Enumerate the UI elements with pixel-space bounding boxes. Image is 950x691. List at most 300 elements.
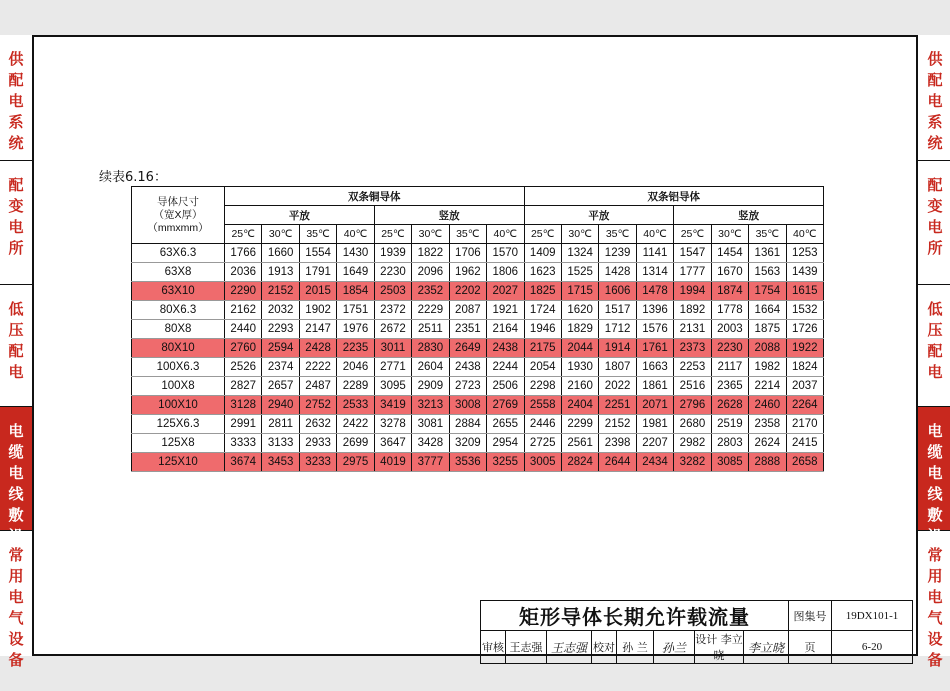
checker-name: 孙 兰 [617,631,654,664]
value-cell: 1930 [561,358,598,377]
value-cell: 1982 [749,358,786,377]
value-cell: 1822 [412,244,449,263]
value-cell: 1576 [636,320,673,339]
value-cell: 1981 [636,415,673,434]
value-cell: 3085 [711,453,748,472]
value-cell: 2440 [225,320,262,339]
value-cell: 1664 [749,301,786,320]
value-cell: 1532 [786,301,823,320]
value-cell: 2888 [749,453,786,472]
value-cell: 2428 [299,339,336,358]
value-cell: 2152 [599,415,636,434]
value-cell: 1976 [337,320,374,339]
value-cell: 1874 [711,282,748,301]
value-cell: 2796 [674,396,711,415]
table-row [132,282,824,301]
value-cell: 1825 [524,282,561,301]
sidebar-char: 备 [927,651,943,669]
copper-flat-header: 平放 [225,206,375,225]
value-cell: 2655 [487,415,524,434]
value-cell: 1791 [299,263,336,282]
sidebar-char: 线 [927,485,943,503]
value-cell: 2632 [299,415,336,434]
sidebar-char: 配 [927,176,943,194]
size-cell: 100X6.3 [132,358,225,377]
value-cell: 2658 [786,453,823,472]
check-label: 校对 [592,631,617,664]
value-cell: 2087 [449,301,486,320]
value-cell: 2071 [636,396,673,415]
sidebar-char: 线 [8,485,24,503]
sidebar-char: 电 [8,218,24,236]
value-cell: 2760 [225,339,262,358]
value-cell: 1525 [561,263,598,282]
table-caption: 续表6.16： [99,170,167,185]
value-cell: 2251 [599,396,636,415]
value-cell: 2657 [262,377,299,396]
value-cell: 1807 [599,358,636,377]
value-cell: 1922 [786,339,823,358]
value-cell: 3081 [412,415,449,434]
value-cell: 2830 [412,339,449,358]
size-cell: 80X10 [132,339,225,358]
value-cell: 1946 [524,320,561,339]
value-cell: 1914 [599,339,636,358]
value-cell: 2170 [786,415,823,434]
value-cell: 2503 [374,282,411,301]
sidebar-char: 统 [927,134,943,152]
value-cell: 2298 [524,377,561,396]
temperature-header: 35℃ [599,225,636,244]
value-cell: 2244 [487,358,524,377]
value-cell: 2516 [674,377,711,396]
value-cell: 3005 [524,453,561,472]
value-cell: 2975 [337,453,374,472]
size-cell: 100X8 [132,377,225,396]
value-cell: 2230 [374,263,411,282]
value-cell: 1806 [487,263,524,282]
value-cell: 2088 [749,339,786,358]
sidebar-char: 变 [8,197,24,215]
sidebar-char: 配 [927,342,943,360]
value-cell: 1663 [636,358,673,377]
table-row [132,453,824,472]
sidebar-char: 电 [8,422,24,440]
sidebar-char: 配 [8,176,24,194]
table-row [132,339,824,358]
temperature-header: 25℃ [374,225,411,244]
value-cell: 2884 [449,415,486,434]
value-cell: 1715 [561,282,598,301]
value-cell: 2352 [412,282,449,301]
value-cell: 2374 [262,358,299,377]
page-label: 页 [789,631,832,664]
checker-signature: 孙兰 [654,631,695,664]
value-cell: 2680 [674,415,711,434]
value-cell: 1902 [299,301,336,320]
value-cell: 2152 [262,282,299,301]
value-cell: 2003 [711,320,748,339]
table-row [132,320,824,339]
size-header [132,187,225,244]
sidebar-section-1[interactable] [0,161,32,285]
value-cell: 2264 [786,396,823,415]
value-cell: 2175 [524,339,561,358]
value-cell: 1726 [786,320,823,339]
value-cell: 2222 [299,358,336,377]
sidebar-char: 配 [8,342,24,360]
value-cell: 3011 [374,339,411,358]
value-cell: 2054 [524,358,561,377]
sidebar-char: 压 [8,321,24,339]
temperature-header: 35℃ [299,225,336,244]
sidebar-char: 电 [8,92,24,110]
table-row [132,263,824,282]
size-header-line1: 导体尺寸 [157,195,199,208]
value-cell: 2162 [225,301,262,320]
value-cell: 1314 [636,263,673,282]
value-cell: 2769 [487,396,524,415]
sidebar-char: 配 [927,71,943,89]
value-cell: 2117 [711,358,748,377]
value-cell: 2164 [487,320,524,339]
value-cell: 2434 [636,453,673,472]
value-cell: 1766 [225,244,262,263]
value-cell: 2290 [225,282,262,301]
page-number: 6-20 [832,631,913,664]
value-cell: 2644 [599,453,636,472]
sidebar-section-4[interactable] [0,531,32,669]
sidebar-section-3[interactable] [918,407,950,545]
value-cell: 2438 [487,339,524,358]
value-cell: 2604 [412,358,449,377]
sidebar-char: 电 [927,588,943,606]
value-cell: 2207 [636,434,673,453]
value-cell: 3647 [374,434,411,453]
value-cell: 3453 [262,453,299,472]
value-cell: 2628 [711,396,748,415]
sidebar-section-0[interactable] [918,35,950,161]
sidebar-char: 常 [927,546,943,564]
value-cell: 2991 [225,415,262,434]
value-cell: 2293 [262,320,299,339]
value-cell: 2526 [225,358,262,377]
value-cell: 1620 [561,301,598,320]
value-cell: 2358 [749,415,786,434]
sidebar-char: 敷 [927,506,943,524]
value-cell: 3213 [412,396,449,415]
value-cell: 1428 [599,263,636,282]
value-cell: 2533 [337,396,374,415]
sidebar-char: 供 [927,50,943,68]
value-cell: 2933 [299,434,336,453]
value-cell: 1361 [749,244,786,263]
value-cell: 1777 [674,263,711,282]
sidebar-char: 电 [8,588,24,606]
value-cell: 2940 [262,396,299,415]
value-cell: 1892 [674,301,711,320]
value-cell: 2202 [449,282,486,301]
temperature-header: 25℃ [225,225,262,244]
value-cell: 2415 [786,434,823,453]
current-capacity-table [131,186,824,472]
size-cell: 100X10 [132,396,225,415]
value-cell: 2725 [524,434,561,453]
sidebar-section-2[interactable] [918,285,950,407]
value-cell: 2752 [299,396,336,415]
value-cell: 1554 [299,244,336,263]
value-cell: 2147 [299,320,336,339]
value-cell: 3008 [449,396,486,415]
value-cell: 3209 [449,434,486,453]
table-row [132,434,824,453]
value-cell: 1854 [337,282,374,301]
value-cell: 3095 [374,377,411,396]
size-cell: 63X8 [132,263,225,282]
size-cell: 63X6.3 [132,244,225,263]
value-cell: 3255 [487,453,524,472]
value-cell: 1962 [449,263,486,282]
sidebar-section-0[interactable] [0,35,32,161]
temperature-header: 40℃ [786,225,823,244]
value-cell: 2558 [524,396,561,415]
designer-name: 李立晓 [713,633,743,662]
value-cell: 1606 [599,282,636,301]
sidebar-section-1[interactable] [918,161,950,285]
value-cell: 1324 [561,244,598,263]
value-cell: 2289 [337,377,374,396]
value-cell: 2506 [487,377,524,396]
value-cell: 1396 [636,301,673,320]
sidebar-char: 配 [8,71,24,89]
aluminum-header: 双条铝导体 [524,187,824,206]
value-cell: 1724 [524,301,561,320]
sidebar-char: 电 [8,363,24,381]
value-cell: 2299 [561,415,598,434]
value-cell: 2446 [524,415,561,434]
value-cell: 2909 [412,377,449,396]
value-cell: 3674 [225,453,262,472]
sidebar-char: 系 [8,113,24,131]
copper-header: 双条铜导体 [225,187,525,206]
aluminum-flat-header: 平放 [524,206,674,225]
value-cell: 1660 [262,244,299,263]
sidebar-char: 所 [927,239,943,257]
sidebar-char: 供 [8,50,24,68]
value-cell: 1913 [262,263,299,282]
value-cell: 2022 [599,377,636,396]
sidebar-section-4[interactable] [918,531,950,669]
sidebar-char: 备 [8,651,24,669]
value-cell: 1253 [786,244,823,263]
value-cell: 3128 [225,396,262,415]
sidebar-char: 变 [927,197,943,215]
value-cell: 1239 [599,244,636,263]
value-cell: 2015 [299,282,336,301]
value-cell: 2982 [674,434,711,453]
sidebar-char: 缆 [8,443,24,461]
value-cell: 1706 [449,244,486,263]
value-cell: 1754 [749,282,786,301]
sidebar-char: 设 [8,527,24,545]
table-row [132,301,824,320]
value-cell: 2229 [412,301,449,320]
sidebar-char: 统 [8,134,24,152]
left-sidebar [0,35,34,669]
sidebar-char: 设 [927,527,943,545]
sidebar-section-3[interactable] [0,407,32,545]
reviewer-signature: 王志强 [547,631,592,664]
size-header-line2: （宽X厚） [153,208,203,221]
sidebar-char: 敷 [8,506,24,524]
value-cell: 2460 [749,396,786,415]
size-cell: 63X10 [132,282,225,301]
value-cell: 2954 [487,434,524,453]
value-cell: 2398 [599,434,636,453]
value-cell: 1778 [711,301,748,320]
title-block [480,600,913,664]
temperature-header: 35℃ [449,225,486,244]
sidebar-char: 设 [8,630,24,648]
value-cell: 1861 [636,377,673,396]
value-cell: 1141 [636,244,673,263]
value-cell: 2044 [561,339,598,358]
value-cell: 1761 [636,339,673,358]
value-cell: 2594 [262,339,299,358]
temperature-header: 30℃ [412,225,449,244]
size-cell: 80X6.3 [132,301,225,320]
sidebar-char: 电 [927,422,943,440]
value-cell: 3278 [374,415,411,434]
temperature-header-row [132,225,824,244]
value-cell: 2723 [449,377,486,396]
aluminum-vertical-header: 竖放 [674,206,824,225]
value-cell: 2771 [374,358,411,377]
value-cell: 3419 [374,396,411,415]
value-cell: 2032 [262,301,299,320]
temperature-header: 40℃ [636,225,673,244]
right-sidebar [916,35,950,669]
value-cell: 2373 [674,339,711,358]
value-cell: 1615 [786,282,823,301]
value-cell: 2649 [449,339,486,358]
atlas-number: 19DX101-1 [832,601,913,631]
value-cell: 1409 [524,244,561,263]
value-cell: 1430 [337,244,374,263]
value-cell: 3777 [412,453,449,472]
value-cell: 1939 [374,244,411,263]
value-cell: 1623 [524,263,561,282]
value-cell: 2422 [337,415,374,434]
value-cell: 1547 [674,244,711,263]
temperature-header: 40℃ [487,225,524,244]
value-cell: 2365 [711,377,748,396]
value-cell: 2230 [711,339,748,358]
sidebar-char: 电 [927,464,943,482]
value-cell: 3428 [412,434,449,453]
table-row [132,377,824,396]
temperature-header: 25℃ [524,225,561,244]
value-cell: 1478 [636,282,673,301]
designer-signature: 李立晓 [744,631,789,664]
value-cell: 3282 [674,453,711,472]
value-cell: 2027 [487,282,524,301]
value-cell: 3133 [262,434,299,453]
temperature-header: 40℃ [337,225,374,244]
table-row [132,244,824,263]
sidebar-char: 缆 [927,443,943,461]
sidebar-section-2[interactable] [0,285,32,407]
value-cell: 1824 [786,358,823,377]
temperature-header: 30℃ [561,225,598,244]
value-cell: 2037 [786,377,823,396]
value-cell: 2438 [449,358,486,377]
sidebar-char: 电 [927,92,943,110]
value-cell: 1563 [749,263,786,282]
value-cell: 2214 [749,377,786,396]
table-row [132,396,824,415]
value-cell: 1751 [337,301,374,320]
value-cell: 2624 [749,434,786,453]
value-cell: 1439 [786,263,823,282]
value-cell: 2672 [374,320,411,339]
design-cell [695,631,744,664]
value-cell: 2511 [412,320,449,339]
atlas-label: 图集号 [789,601,832,631]
size-cell: 80X8 [132,320,225,339]
temperature-header: 30℃ [262,225,299,244]
sidebar-char: 气 [927,609,943,627]
value-cell: 1649 [337,263,374,282]
value-cell: 1454 [711,244,748,263]
value-cell: 2372 [374,301,411,320]
value-cell: 2351 [449,320,486,339]
sidebar-char: 低 [8,300,24,318]
value-cell: 2253 [674,358,711,377]
value-cell: 2561 [561,434,598,453]
sidebar-char: 所 [8,239,24,257]
value-cell: 2827 [225,377,262,396]
value-cell: 1670 [711,263,748,282]
temperature-header: 35℃ [749,225,786,244]
table-row [132,358,824,377]
value-cell: 1570 [487,244,524,263]
value-cell: 1921 [487,301,524,320]
sidebar-char: 常 [8,546,24,564]
value-cell: 2235 [337,339,374,358]
size-cell: 125X10 [132,453,225,472]
sidebar-char: 气 [8,609,24,627]
value-cell: 2036 [225,263,262,282]
sidebar-char: 用 [927,567,943,585]
sidebar-char: 用 [8,567,24,585]
value-cell: 3536 [449,453,486,472]
value-cell: 1712 [599,320,636,339]
sidebar-char: 电 [927,218,943,236]
value-cell: 2487 [299,377,336,396]
value-cell: 2699 [337,434,374,453]
size-cell: 125X6.3 [132,415,225,434]
table-row [132,415,824,434]
value-cell: 2519 [711,415,748,434]
value-cell: 4019 [374,453,411,472]
reviewer-name: 王志强 [506,631,547,664]
temperature-header: 25℃ [674,225,711,244]
value-cell: 2803 [711,434,748,453]
value-cell: 1517 [599,301,636,320]
value-cell: 1994 [674,282,711,301]
value-cell: 2811 [262,415,299,434]
